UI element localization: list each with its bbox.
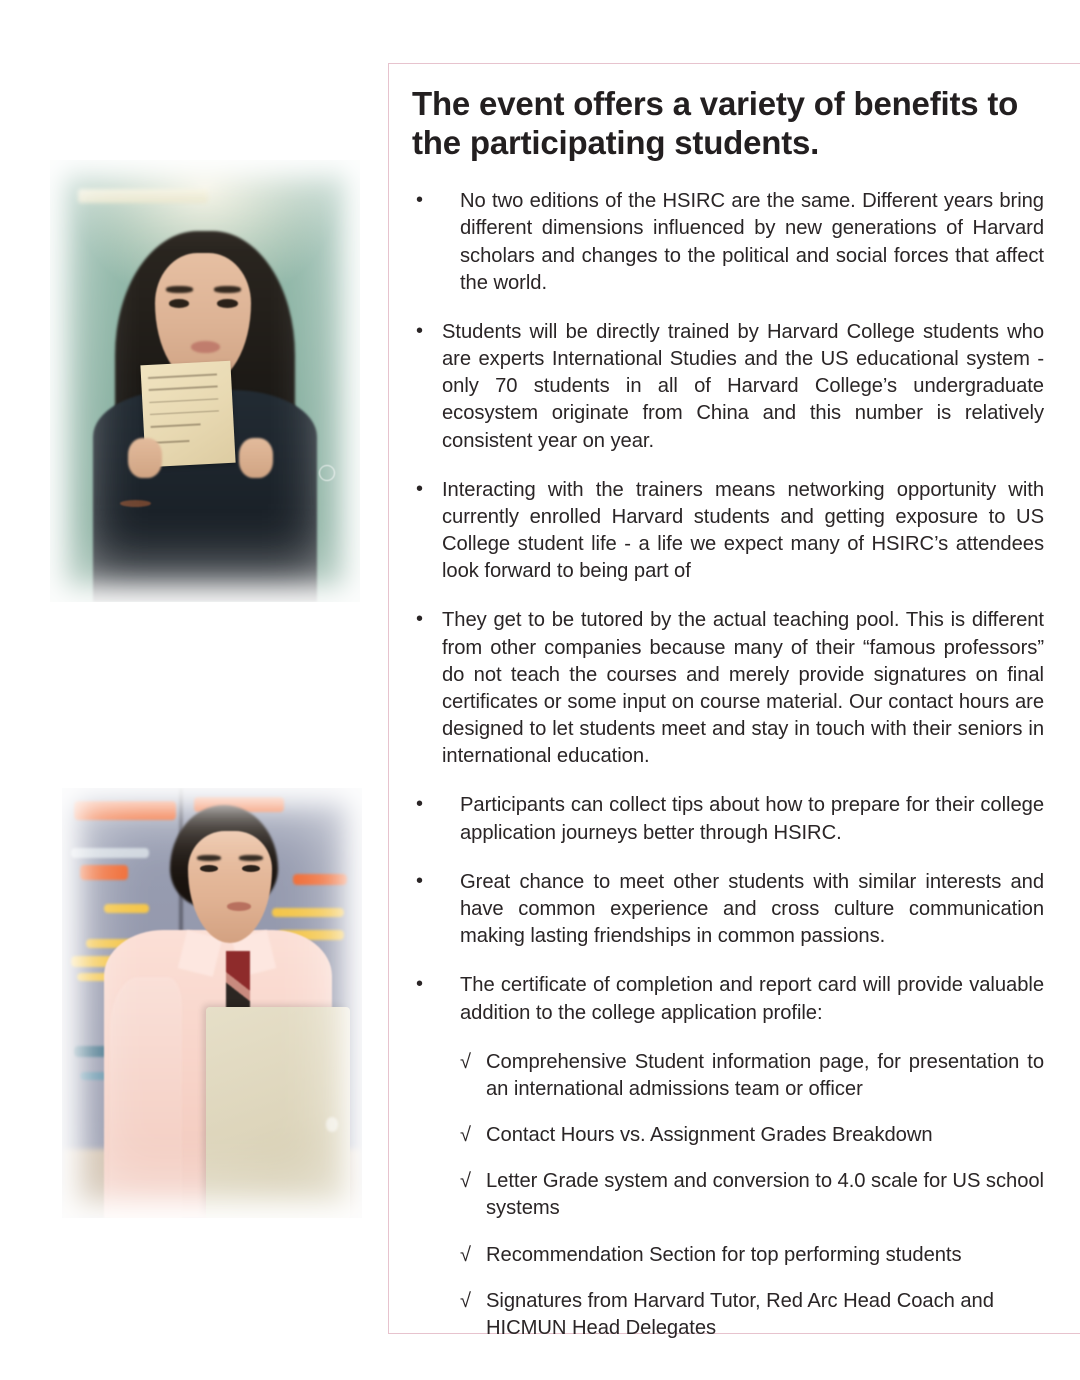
mural-stripe [293,874,347,885]
mural-stripe [71,848,149,857]
sub-list-item: √ Signatures from Harvard Tutor, Red Arc Head Coach and HICMUN Head Delegates [460,1288,1044,1342]
content-column [412,85,1044,1342]
mural-stripe [272,908,344,917]
mural-stripe [80,865,128,880]
sub-list-item: √ Recommendation Section for top performing students [460,1242,1044,1269]
laptop [206,1007,350,1218]
list-item: • No two editions of the HSIRC are the same. Different years bring different dimensions influenced by new generations of Harvard scholars and changes to the political and social forces that affect the world. [412,188,1044,297]
girl-eye-right [217,299,237,307]
sub-list-item: √ Comprehensive Student information page, for presentation to an international admissions team or officer [460,1049,1044,1103]
photo-column [0,0,388,1380]
girl-eyebrow-left [166,286,192,293]
boy-eyebrow-left [197,855,221,861]
sub-list-item: √ Contact Hours vs. Assignment Grades Breakdown [460,1122,1044,1149]
list-item: • Interacting with the trainers means networking opportunity with currently enrolled Harvard students and getting exposure to US College student life - a life we expect many of HSIRC’s attendees look forward to being part of [412,477,1044,586]
list-item: • Students will be directly trained by Harvard College students who are experts International Studies and the US educational system - only 70 students in all of Harvard College’s undergraduate ecosystem originate from China and this number is relatively consistent year on year. [412,319,1044,455]
list-item: • They get to be tutored by the actual teaching pool. This is different from other companies because many of their “famous professors” do not teach the courses and merely provide signatures on final certificates or some input on course material. Our contact hours are designed to let students meet and stay in touch with their seniors in international education. [412,607,1044,770]
girl-eyebrow-right [214,286,240,293]
photo-girl-reading-paper [50,160,360,602]
photo-boy-content [62,788,362,1218]
laptop-logo-icon [326,1117,339,1132]
page-title: The event offers a variety of benefits to the participating students. [412,85,1019,161]
list-item: • The certificate of completion and report card will provide valuable addition to the college application profile: [412,972,1044,1026]
girl-eye-left [169,299,189,307]
girl-lips [191,341,220,352]
mural-stripe [104,904,149,913]
boy-eyebrow-right [239,855,263,861]
boy-lips [227,902,251,911]
certificate-features-list [412,1049,1044,1342]
list-item: • Participants can collect tips about how to prepare for their college application journeys better through HSIRC. [412,792,1044,846]
list-item: • Great chance to meet other students with similar interests and have common experience and cross culture communication making lasting friendships in common passions. [412,869,1044,951]
photo-boy-with-laptop [62,788,362,1218]
benefits-list [412,188,1044,1026]
mural-stripe [74,801,176,820]
girl-hand-left [128,438,162,478]
sub-list-item: √ Letter Grade system and conversion to 4.0 scale for US school systems [460,1168,1044,1222]
photo-girl-content [50,160,360,602]
ceiling-light [78,189,208,203]
boy-arm [110,977,182,1218]
girl-hand-right [239,438,273,478]
